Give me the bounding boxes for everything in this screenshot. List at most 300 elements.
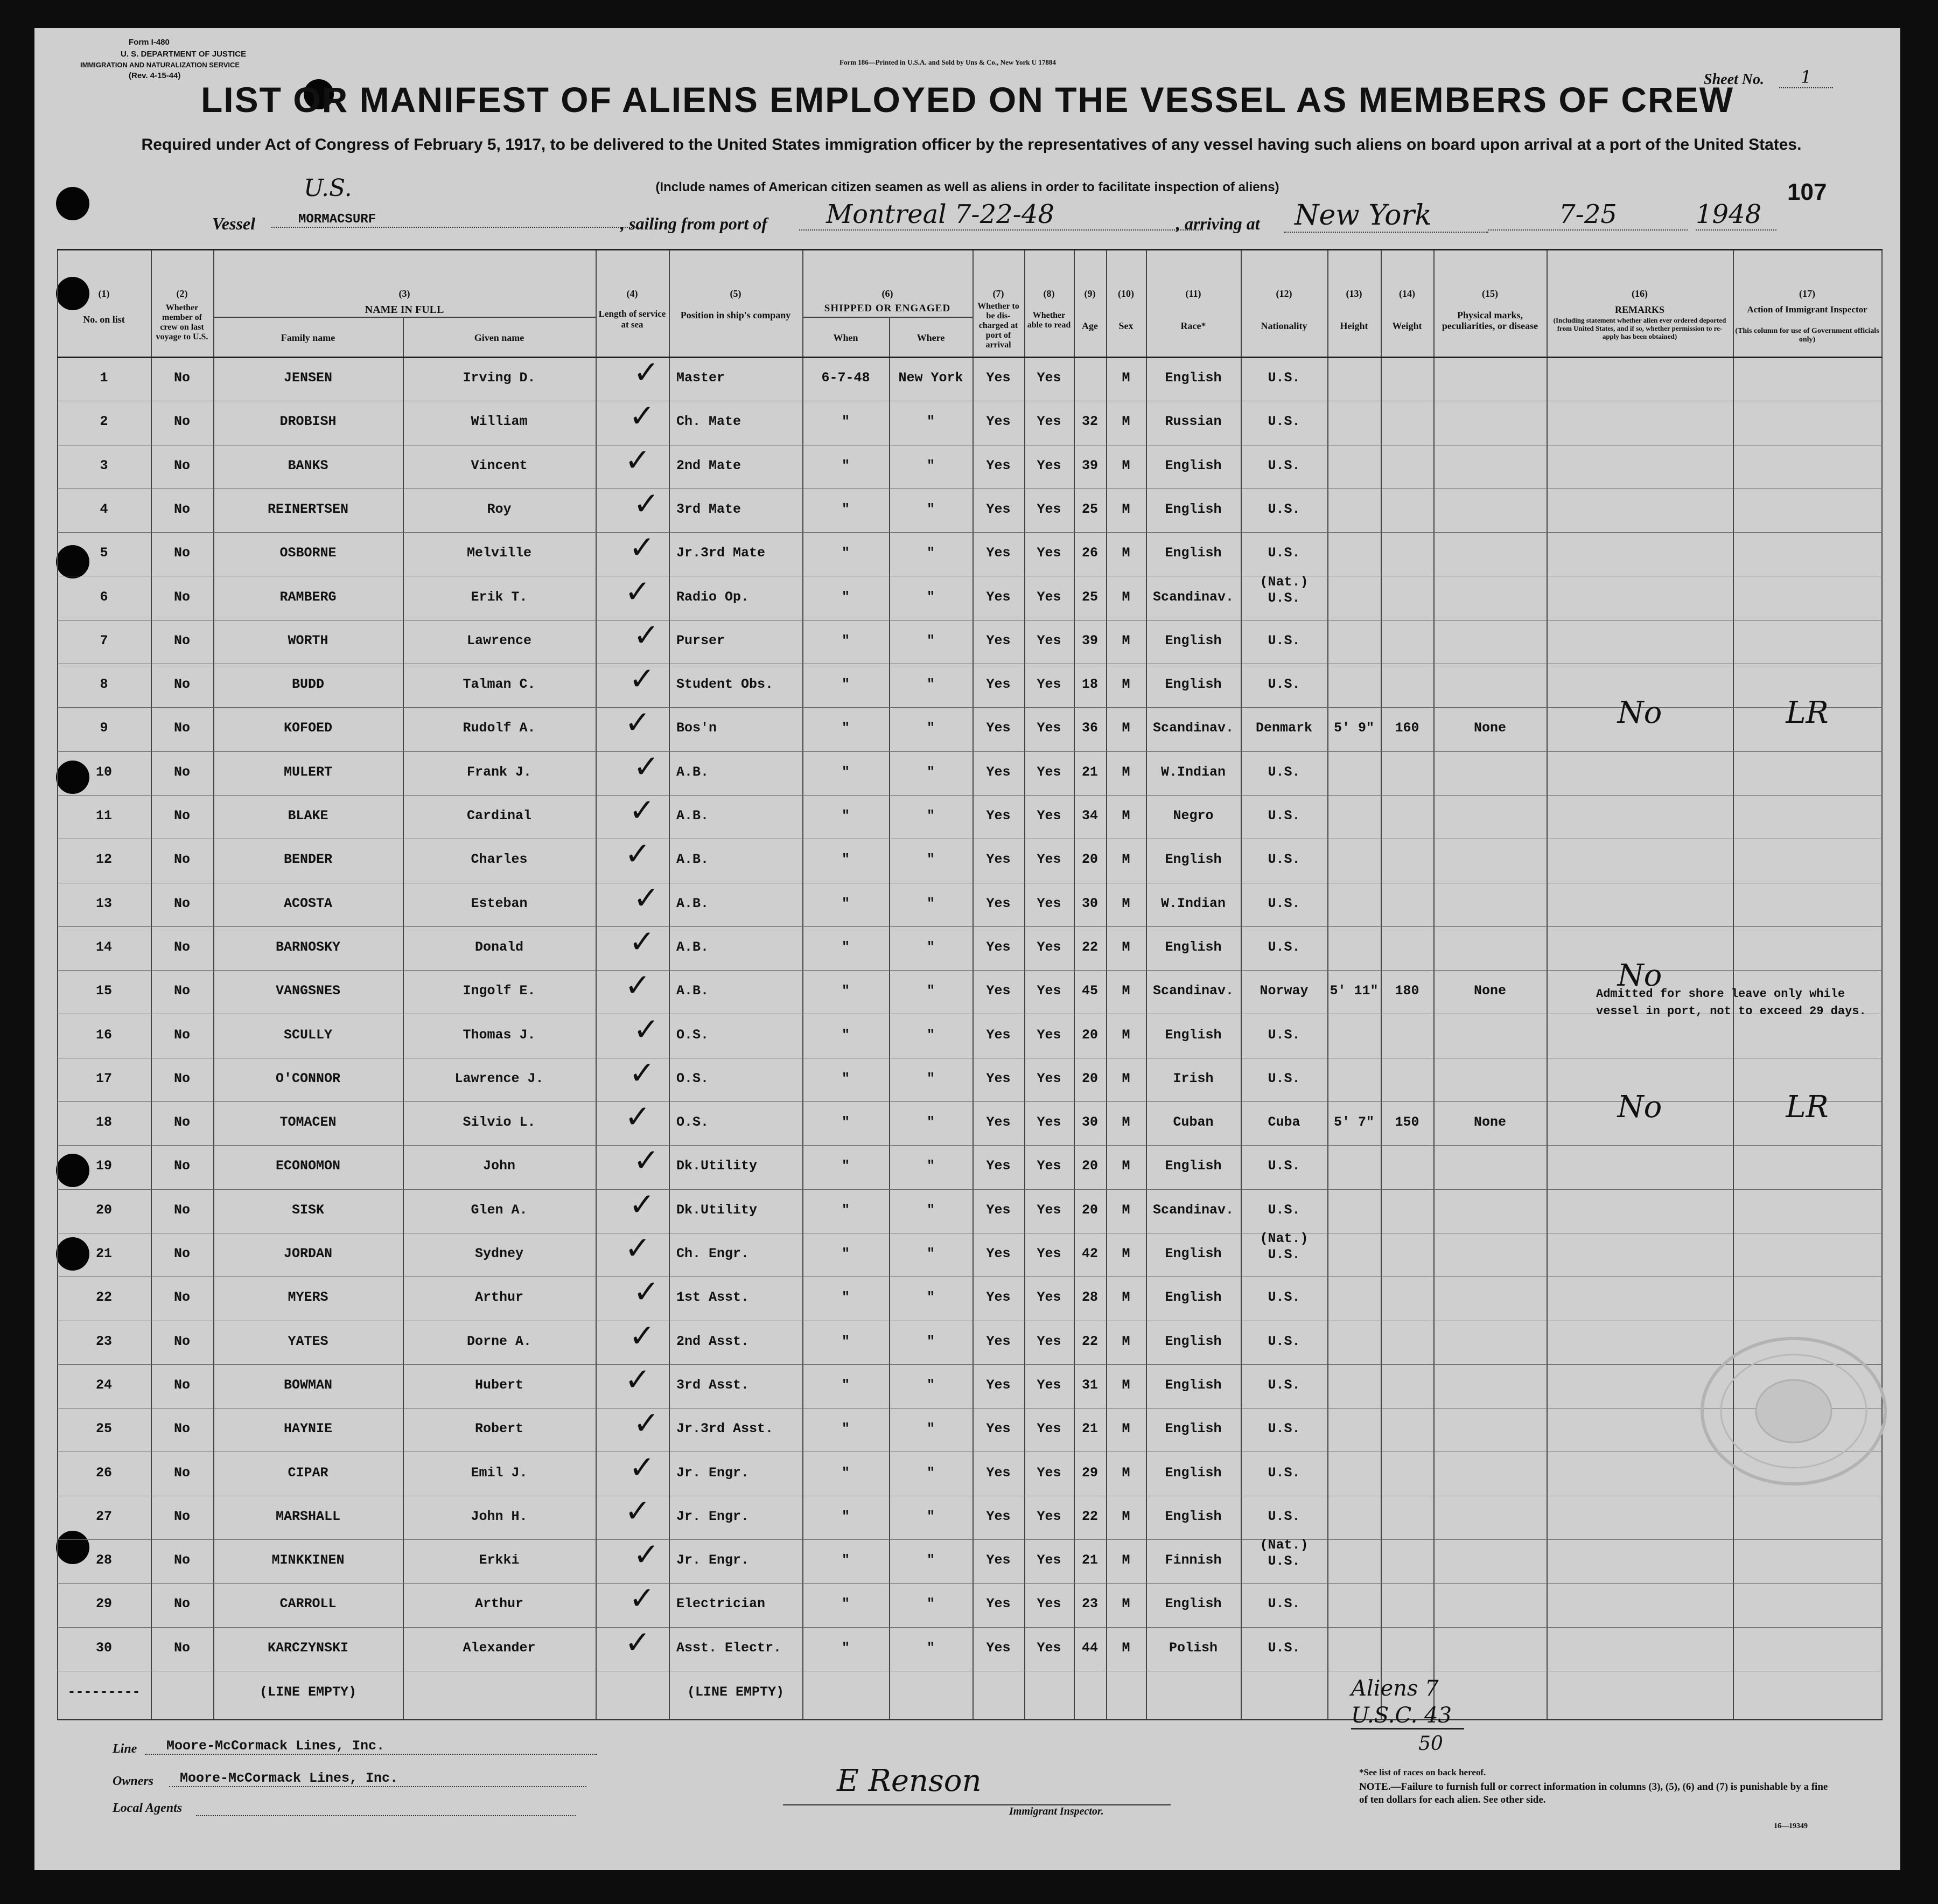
discharged: Yes [986, 1464, 1011, 1481]
check-mark-icon: ✓ [629, 1580, 655, 1617]
discharged: Yes [986, 1421, 1011, 1437]
last-voyage: No [173, 632, 190, 648]
able-to-read: Yes [1037, 1246, 1061, 1261]
given-name: John H. [471, 1508, 528, 1524]
table-row [57, 354, 1883, 399]
table-row [57, 397, 1883, 443]
race: Polish [1169, 1640, 1218, 1656]
family-name: KARCZYNSKI [267, 1640, 349, 1656]
family-name: MINKKINEN [271, 1552, 345, 1568]
sex: M [1122, 1158, 1130, 1174]
check-mark-icon: ✓ [629, 923, 655, 960]
table-row [57, 792, 1883, 837]
sex: M [1122, 632, 1130, 648]
shipped-when: " [841, 1158, 850, 1174]
last-voyage: No [173, 895, 190, 911]
able-to-read: Yes [1037, 632, 1061, 648]
shipped-when: " [841, 1640, 850, 1656]
stamp-number: 107 [1787, 179, 1827, 205]
nationality: U.S. [1268, 1202, 1300, 1218]
age: 20 [1081, 1070, 1098, 1086]
row-number: 11 [95, 808, 112, 824]
sex: M [1122, 1596, 1130, 1612]
position: O.S. [676, 1027, 709, 1043]
race: English [1165, 545, 1222, 561]
header-race: Race* [1180, 320, 1206, 331]
row-number: 28 [95, 1552, 112, 1568]
col-num: (16) [1632, 288, 1648, 299]
able-to-read: Yes [1037, 370, 1061, 386]
family-name: BENDER [283, 852, 332, 868]
able-to-read: Yes [1037, 895, 1061, 911]
check-mark-icon: ✓ [629, 529, 655, 566]
shipped-when: " [841, 457, 850, 473]
given-name: Glen A. [471, 1202, 528, 1218]
discharged: Yes [986, 1246, 1011, 1261]
age: 25 [1081, 501, 1098, 517]
able-to-read: Yes [1037, 589, 1061, 605]
header-when: When [833, 332, 858, 343]
signature-line [783, 1804, 1171, 1805]
shipped-where: " [926, 1027, 935, 1043]
discharged: Yes [986, 370, 1011, 386]
age: 34 [1081, 808, 1098, 824]
table-row [57, 695, 1883, 749]
race: English [1165, 370, 1222, 386]
last-voyage: No [173, 370, 190, 386]
nationality: U.S. [1268, 1596, 1300, 1612]
department: U. S. DEPARTMENT OF JUSTICE [121, 50, 247, 59]
position: A.B. [676, 764, 709, 780]
given-name: Esteban [471, 895, 528, 911]
sex: M [1122, 764, 1130, 780]
shipped-when: " [841, 1464, 850, 1481]
header-action-note: (This column for use of Government officials only) [1735, 327, 1879, 344]
race: English [1165, 1596, 1222, 1612]
sex: M [1122, 895, 1130, 911]
col-num: (12) [1276, 288, 1292, 299]
able-to-read: Yes [1037, 720, 1061, 736]
able-to-read: Yes [1037, 764, 1061, 780]
shipped-where: " [926, 939, 935, 955]
vessel-name: MORMACSURF [271, 212, 643, 228]
position: A.B. [676, 895, 709, 911]
race: English [1165, 1246, 1222, 1261]
check-mark-icon: ✓ [633, 1405, 660, 1442]
col-num: (5) [730, 288, 741, 299]
form-revision: (Rev. 4-15-44) [129, 71, 181, 80]
arrival-year: 1948 [1696, 199, 1776, 231]
position: Jr. Engr. [676, 1464, 750, 1481]
able-to-read: Yes [1037, 1333, 1061, 1349]
family-name: BARNOSKY [275, 939, 341, 955]
shipped-when: " [841, 1596, 850, 1612]
given-name: Robert [474, 1421, 523, 1437]
position: A.B. [676, 939, 709, 955]
empty-line-family: (LINE EMPTY) [259, 1684, 357, 1700]
sex: M [1122, 720, 1130, 736]
nationality: Norway [1260, 983, 1309, 999]
position: A.B. [676, 808, 709, 824]
tally-usc: U.S.C. 43 [1351, 1703, 1464, 1729]
check-mark-icon: ✓ [629, 660, 655, 698]
shipped-where: " [926, 501, 935, 517]
given-name: Cardinal [466, 808, 532, 824]
col-num: (8) [1043, 288, 1055, 299]
row-number: 21 [95, 1246, 112, 1261]
inspector-label: Immigrant Inspector. [1009, 1805, 1104, 1817]
physical-marks: None [1473, 720, 1506, 736]
nationality: U.S. [1268, 501, 1300, 517]
table-row [57, 1142, 1883, 1187]
last-voyage: No [173, 720, 190, 736]
sex: M [1122, 501, 1130, 517]
last-voyage: No [173, 1421, 190, 1437]
shipped-when: " [841, 1027, 850, 1043]
age: 25 [1081, 589, 1098, 605]
last-voyage: No [173, 1377, 190, 1393]
nationality: U.S. [1268, 895, 1300, 911]
last-voyage: No [173, 764, 190, 780]
position: 3rd Asst. [676, 1377, 750, 1393]
able-to-read: Yes [1037, 1202, 1061, 1218]
header-position: Position in ship's company [680, 310, 791, 320]
race: English [1165, 1158, 1222, 1174]
last-voyage: No [173, 1246, 190, 1261]
nationality: U.S. [1268, 632, 1300, 648]
official-seal [1691, 1330, 1896, 1492]
shipped-when: " [841, 764, 850, 780]
shipped-where: " [926, 1202, 935, 1218]
owners-value: Moore-McCormack Lines, Inc. [169, 1770, 586, 1787]
age: 21 [1081, 1552, 1098, 1568]
family-name: BANKS [288, 457, 328, 473]
given-name: Melville [466, 545, 532, 561]
shipped-where: " [926, 764, 935, 780]
position: Asst. Electr. [676, 1640, 782, 1656]
family-name: MULERT [283, 764, 332, 780]
discharged: Yes [986, 1333, 1011, 1349]
nationality: U.S. [1268, 1333, 1300, 1349]
row-number: 17 [95, 1070, 112, 1086]
remarks: No [1617, 1090, 1662, 1125]
row-number: 9 [100, 720, 108, 736]
col-num: (17) [1799, 288, 1815, 299]
print-code: 16—19349 [1774, 1822, 1808, 1830]
table-row [57, 1580, 1883, 1625]
shipped-when: " [841, 808, 850, 824]
shipped-where: " [926, 632, 935, 648]
family-name: RAMBERG [279, 589, 337, 605]
discharged: Yes [986, 852, 1011, 868]
position: Student Obs. [676, 676, 774, 693]
last-voyage: No [173, 852, 190, 868]
age: 20 [1081, 1027, 1098, 1043]
nationality: U.S. [1268, 414, 1300, 430]
page-subtitle: Required under Act of Congress of February 5, 1917, to be delivered to the United States immigration officer by the representatives of any vessel having such aliens on board upon arrival at a port of the United States. [141, 136, 1802, 154]
row-number: 16 [95, 1027, 112, 1043]
row-number: 24 [95, 1377, 112, 1393]
header-age: Age [1082, 320, 1098, 331]
penalty-note: NOTE.—Failure to furnish full or correct information in columns (3), (5), (6) and (7) is punishable by a fine of ten dollars for each alien. See other side. [1359, 1781, 1828, 1805]
shipped-when: " [841, 1552, 850, 1568]
discharged: Yes [986, 1114, 1011, 1131]
row-number: 1 [100, 370, 108, 386]
nationality: U.S. [1268, 1640, 1300, 1656]
row-number: 7 [100, 632, 108, 648]
owners-label: Owners [113, 1774, 154, 1788]
discharged: Yes [986, 1027, 1011, 1043]
race: English [1165, 632, 1222, 648]
able-to-read: Yes [1037, 1377, 1061, 1393]
shipped-where: " [926, 1158, 935, 1174]
age: 36 [1081, 720, 1098, 736]
shipped-when: " [841, 1421, 850, 1437]
family-name: JENSEN [283, 370, 332, 386]
nationality: U.S. [1268, 1070, 1300, 1086]
inspector-action: LR [1786, 695, 1829, 731]
header-name: NAME IN FULL [365, 304, 444, 316]
discharged: Yes [986, 414, 1011, 430]
given-name: Silvio L. [463, 1114, 536, 1131]
row-number: 4 [100, 501, 108, 517]
table-row [57, 1492, 1883, 1538]
sex: M [1122, 676, 1130, 693]
age: 20 [1081, 852, 1098, 868]
position: Radio Op. [676, 589, 750, 605]
row-number: 30 [95, 1640, 112, 1656]
form-number: Form I-480 [129, 38, 170, 47]
check-mark-icon: ✓ [633, 1273, 660, 1310]
nationality: Cuba [1268, 1114, 1300, 1131]
position: Ch. Engr. [676, 1246, 750, 1261]
nationality: U.S. [1268, 808, 1300, 824]
discharged: Yes [986, 939, 1011, 955]
check-mark-icon: ✓ [625, 835, 651, 873]
table-row [57, 1361, 1883, 1406]
shipped-where: " [926, 1421, 935, 1437]
family-name: JORDAN [283, 1246, 332, 1261]
discharged: Yes [986, 895, 1011, 911]
arriving-port: New York [1284, 199, 1488, 233]
shipped-when: " [841, 676, 850, 693]
age: 20 [1081, 1158, 1098, 1174]
crew-table [57, 249, 1883, 1720]
position: Jr.3rd Mate [676, 545, 766, 561]
nationality: U.S. [1268, 1508, 1300, 1524]
arrival-date: 7-25 [1488, 199, 1688, 231]
sex: M [1122, 457, 1130, 473]
col-num: (6) [881, 288, 893, 299]
last-voyage: No [173, 501, 190, 517]
last-voyage: No [173, 1596, 190, 1612]
given-name: Arthur [474, 1596, 523, 1612]
shipped-when: " [841, 1114, 850, 1131]
shipped-where: " [926, 414, 935, 430]
position: O.S. [676, 1114, 709, 1131]
sailing-label: , sailing from port of [620, 214, 767, 233]
able-to-read: Yes [1037, 501, 1061, 517]
age: 28 [1081, 1289, 1098, 1306]
age: 44 [1081, 1640, 1098, 1656]
family-name: BOWMAN [283, 1377, 332, 1393]
header-given-name: Given name [474, 332, 524, 343]
check-mark-icon: ✓ [629, 397, 655, 435]
last-voyage: No [173, 1289, 190, 1306]
race: Cuban [1173, 1114, 1214, 1131]
nationality: U.S. [1268, 1377, 1300, 1393]
last-voyage: No [173, 1508, 190, 1524]
able-to-read: Yes [1037, 545, 1061, 561]
race: W.Indian [1160, 764, 1226, 780]
age: 18 [1081, 676, 1098, 693]
header-discharged: Whether to be dis-charged at port of arrival [977, 302, 1019, 350]
given-name: Donald [474, 939, 523, 955]
check-mark-icon: ✓ [625, 704, 651, 741]
given-name: John [482, 1158, 515, 1174]
shipped-where: " [926, 1246, 935, 1261]
discharged: Yes [986, 545, 1011, 561]
position: Dk.Utility [676, 1158, 758, 1174]
able-to-read: Yes [1037, 1114, 1061, 1131]
header-where: Where [916, 332, 945, 343]
shipped-when: " [841, 1202, 850, 1218]
family-name: HAYNIE [283, 1421, 332, 1437]
given-name: Roy [487, 501, 512, 517]
shipped-where: " [926, 545, 935, 561]
shipped-when: " [841, 895, 850, 911]
row-number: 22 [95, 1289, 112, 1306]
given-name: Emil J. [471, 1464, 528, 1481]
table-row [57, 529, 1883, 574]
nationality: (Nat.) U.S. [1260, 1231, 1309, 1263]
last-voyage: No [173, 1552, 190, 1568]
given-name: Thomas J. [463, 1027, 536, 1043]
shipped-when: " [841, 1070, 850, 1086]
given-name: Frank J. [466, 764, 532, 780]
sex: M [1122, 1508, 1130, 1524]
given-name: Rudolf A. [463, 720, 536, 736]
shipped-where: " [926, 676, 935, 693]
given-name: William [471, 414, 528, 430]
age: 20 [1081, 1202, 1098, 1218]
family-name: ACOSTA [283, 895, 332, 911]
family-name: KOFOED [283, 720, 332, 736]
family-name: CIPAR [288, 1464, 328, 1481]
discharged: Yes [986, 808, 1011, 824]
table-row [57, 1185, 1883, 1231]
shipped-where: " [926, 1070, 935, 1086]
race: English [1165, 1333, 1222, 1349]
line-value: Moore-McCormack Lines, Inc. [145, 1738, 597, 1755]
position: Master [676, 370, 725, 386]
race: English [1165, 1421, 1222, 1437]
sex: M [1122, 589, 1130, 605]
able-to-read: Yes [1037, 457, 1061, 473]
check-mark-icon: ✓ [633, 1536, 660, 1573]
header-read: Whether able to read [1027, 311, 1071, 330]
discharged: Yes [986, 457, 1011, 473]
family-name: DROBISH [279, 414, 337, 430]
discharged: Yes [986, 1158, 1011, 1174]
race: Irish [1173, 1070, 1214, 1086]
header-height: Height [1340, 320, 1368, 331]
nationality: U.S. [1268, 1289, 1300, 1306]
position: A.B. [676, 852, 709, 868]
instruction-note: (Include names of American citizen seamen as well as aliens in order to facilitate inspection of aliens) [655, 180, 1279, 194]
last-voyage: No [173, 414, 190, 430]
row-number: 10 [95, 764, 112, 780]
given-name: Vincent [471, 457, 528, 473]
able-to-read: Yes [1037, 1552, 1061, 1568]
printer-line: Form 186—Printed in U.S.A. and Sold by Uns & Co., New York U 17884 [839, 58, 1056, 66]
last-voyage: No [173, 545, 190, 561]
shipped-when: " [841, 589, 850, 605]
header-weight: Weight [1392, 320, 1422, 331]
sex: M [1122, 1070, 1130, 1086]
header-nationality: Nationality [1261, 320, 1307, 331]
check-mark-icon: ✓ [633, 748, 660, 785]
shipped-where: " [926, 1596, 935, 1612]
row-number: 13 [95, 895, 112, 911]
check-mark-icon: ✓ [625, 573, 651, 610]
nationality: Denmark [1255, 720, 1313, 736]
shipped-where: " [926, 589, 935, 605]
discharged: Yes [986, 1289, 1011, 1306]
discharged: Yes [986, 1596, 1011, 1612]
given-name: Irving D. [463, 370, 536, 386]
race: English [1165, 939, 1222, 955]
table-row [57, 1536, 1883, 1581]
shipped-when: " [841, 852, 850, 868]
given-name: Hubert [474, 1377, 523, 1393]
table-row [57, 879, 1883, 925]
header-length-service: Length of service at sea [598, 309, 666, 330]
shipped-where: " [926, 808, 935, 824]
race: Finnish [1165, 1552, 1222, 1568]
able-to-read: Yes [1037, 1508, 1061, 1524]
weight: 160 [1395, 720, 1419, 736]
shipped-where: " [926, 895, 935, 911]
given-name: Charles [471, 852, 528, 868]
sex: M [1122, 370, 1130, 386]
age: 42 [1081, 1246, 1098, 1261]
table-row [57, 1054, 1883, 1100]
able-to-read: Yes [1037, 939, 1061, 955]
shipped-when: " [841, 939, 850, 955]
height: 5' 7" [1333, 1114, 1374, 1131]
last-voyage: No [173, 1158, 190, 1174]
check-mark-icon: ✓ [625, 1492, 651, 1529]
table-row [57, 923, 1883, 968]
tally-aliens: Aliens 7 [1351, 1676, 1439, 1701]
check-mark-icon: ✓ [625, 967, 651, 1004]
nationality: U.S. [1268, 852, 1300, 868]
family-name: TOMACEN [279, 1114, 337, 1131]
discharged: Yes [986, 676, 1011, 693]
family-name: ECONOMON [275, 1158, 341, 1174]
remarks: No [1617, 695, 1662, 731]
given-name: Dorne A. [466, 1333, 532, 1349]
last-voyage: No [173, 1464, 190, 1481]
discharged: Yes [986, 983, 1011, 999]
vessel-label: Vessel [212, 214, 255, 233]
discharged: Yes [986, 764, 1011, 780]
position: 3rd Mate [676, 501, 741, 517]
position: O.S. [676, 1070, 709, 1086]
col-num: (11) [1185, 288, 1201, 299]
shipped-where: " [926, 1114, 935, 1131]
